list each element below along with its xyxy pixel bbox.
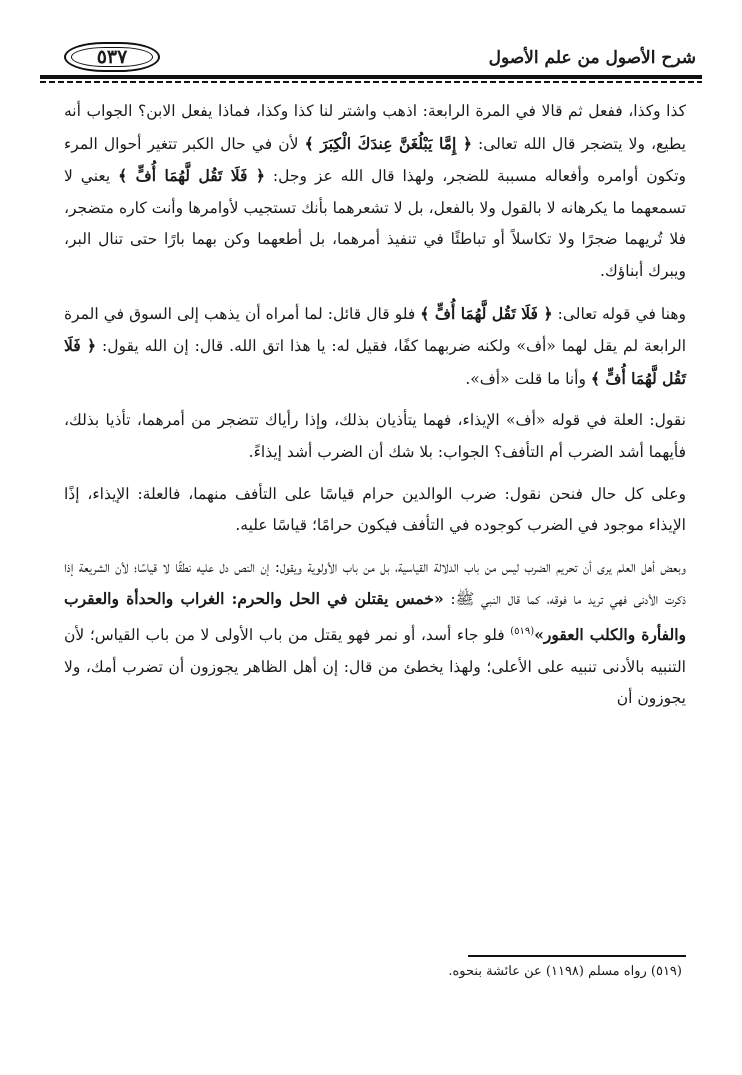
paragraph-2 [64,298,686,396]
body-text [64,96,686,725]
page-number: ٥٣٧ [96,46,128,68]
text-run: لأن في حال الكبر تتغير أحوال المرء وتكون أوامره وأفعاله مسببة للضجر، ولهذا قال الله عز وجل: [64,134,686,186]
hadith-quote: «خمس يقتلن في الحل والحرم: الغراب والحدأة والعقرب والفأرة والكلب العقور» [64,589,686,645]
quran-quote: ﴿ إِمَّا يَبْلُغَنَّ عِندَكَ الْكِبَرَ ﴾ [304,133,472,153]
paragraph-5 [64,552,686,715]
quran-quote: ﴿ فَلَا تَقُل لَّهُمَا أُفٍّ ﴾ [420,303,553,323]
text-run: وبعض أهل العلم يرى أن تحريم الضرب ليس من باب الدلالة القياسية، بل من باب الأولوية ويقول: إن النص دل عليه نطقًا لا قياسًا؛ لأن الشريعة إذا ذكرت الأدنى فهي تريد ما فوقه، كما قال النبي ﷺ: [64,557,686,609]
quran-quote: ﴿ فَلَا تَقُل لَّهُمَا أُفٍّ ﴾ [118,166,265,186]
header-rule [40,75,702,82]
page-number-badge [64,42,160,72]
text-run: يعني لا تسمعهما ما يكرهانه لا بالقول ولا بالفعل، بل لا تشعرهما بأنك تستجيب لأوامرها وأنت كاره متضجر، فلا تُريهما ضجرًا ولا تكاسلاً أو تباطئًا في تنفيذ أمرهما، بل أطعهما وكن بهما بارًا حتى تنال البر، ويبرك أبناؤك. [64,167,686,280]
quran-quote: ﴿ فَلَا تَقُل لَّهُمَا أُفٍّ ﴾ [64,336,686,388]
paragraph-3: نقول: العلة في قوله «أف» الإيذاء، فهما يتأذيان بذلك، وإذا رأياك تتضجر من أمرهما، تأذيا بذلك، فأيهما أشد الضرب أم التأفف؟ الجواب: بلا شك أن الضرب أشد إيذاءً. [64,411,686,461]
footnote-separator [468,955,686,957]
text-run: وهنا في قوله تعالى: [552,304,686,323]
text-run: وأنا ما قلت «أف». [465,369,591,388]
text-run: فلو جاء أسد، أو نمر فهو يقتل من باب الأولى لا من باب القياس؛ لأن التنبيه بالأدنى تنبيه على الأعلى؛ ولهذا يخطئ من قال: إن أهل الظاهر يجوزون أن تضرب أمك، ولا يجوزون أن [64,626,686,708]
text-run: فلو قال قائل: لما أمراه أن يذهب إلى السوق في المرة الرابعة لم يقل لهما «أف» ولكنه ضربهما كفًا، فقيل له: يا هذا اتق الله. قال: إن الله يقول: [64,304,687,356]
paragraph-4: وعلى كل حال فنحن نقول: ضرب الوالدين حرام قياسًا على التأفف منهما، فالعلة: الإيذاء، إذًا الإيذاء موجود في الضرب كوجوده في التأفف فيكون حرامًا؛ قياسًا عليه. [64,484,686,535]
text-run: كذا وكذا، ففعل ثم قالا في المرة الرابعة: اذهب واشتر لنا كذا وكذا، فماذا يفعل الابن؟ الجواب أنه يطيع، ولا يتضجر قال الله تعالى: [64,102,686,153]
footnote-reference[interactable]: (٥١٩) [510,625,535,637]
page-header [40,36,702,76]
running-title: شرح الأصول من علم الأصول [488,48,696,68]
footnote: (٥١٩) رواه مسلم (١١٩٨) عن عائشة بنحوه. [448,964,682,979]
paragraph-1 [64,96,686,288]
